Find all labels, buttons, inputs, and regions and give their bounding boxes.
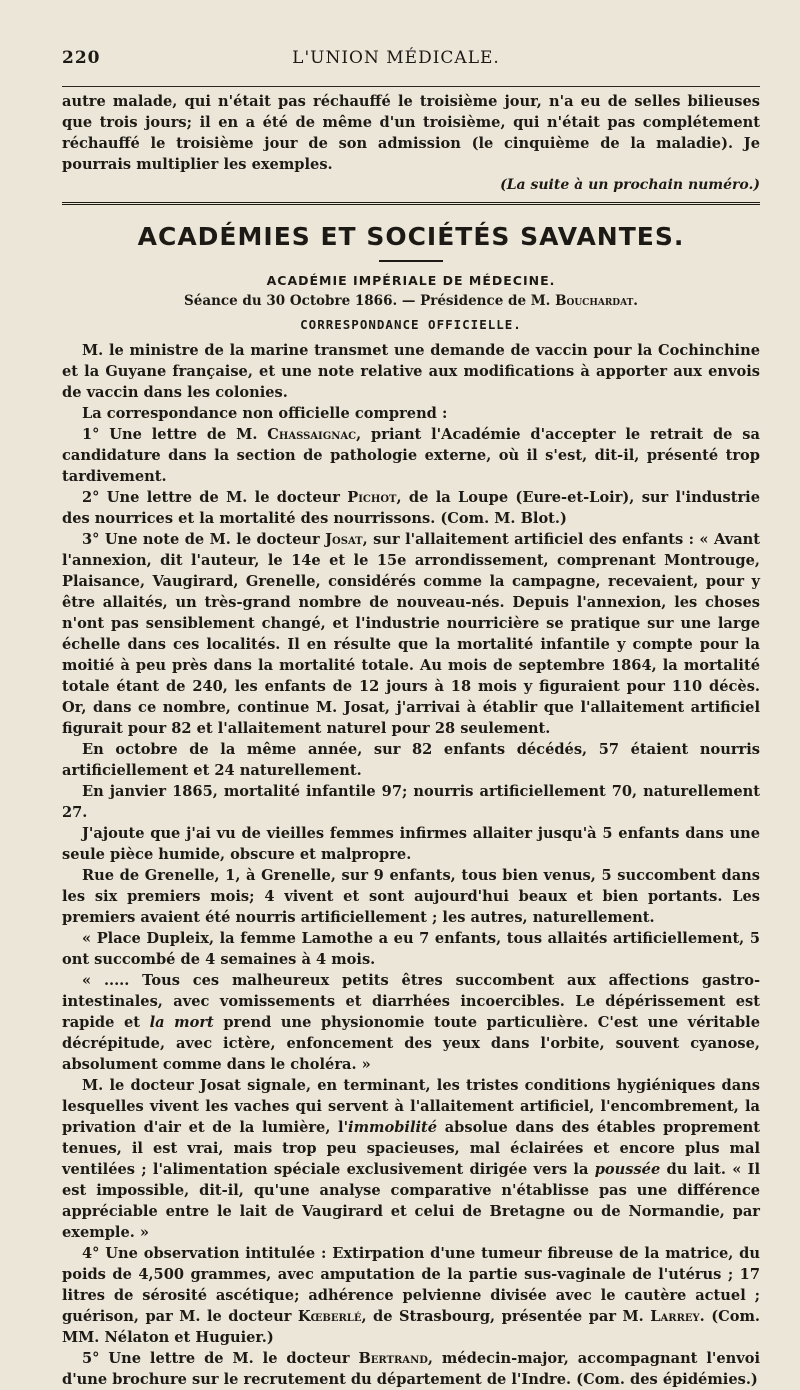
text: , priant l'Académie d'accepter le retrait de sa candidature dans la section de pathologie externe, où il s'est, dit-il, présenté trop tardivement. (62, 426, 760, 485)
author-name: Chassaignac (267, 426, 357, 443)
text: , de Strasbourg, présentée par M. (361, 1308, 651, 1325)
title-rule (379, 260, 443, 262)
author-name: Josat (325, 531, 363, 548)
page-header (62, 48, 760, 74)
text: 5° Une lettre de M. le docteur (82, 1350, 359, 1367)
paragraph-item-2 (62, 487, 760, 529)
paragraph-hygiene (62, 1075, 760, 1243)
paragraph-ministre: M. le ministre de la marine transmet une demande de vaccin pour la Cochinchine et la Guyane française, et une note relative aux modifications à apporter aux envois de vaccin dans les colonies. (62, 342, 760, 401)
paragraph-affections (62, 970, 760, 1075)
text: , de la Loupe (Eure-et-Loir), sur l'industrie des nourrices et la mortalité des nourrissons. (Com. M. Blot.) (62, 489, 760, 527)
paragraph-item-3 (62, 529, 760, 739)
paragraph-femmes: J'ajoute que j'ai vu de vieilles femmes infirmes allaiter jusqu'à 5 enfants dans une seule pièce humide, obscure et malpropre. (62, 825, 760, 863)
section-divider (62, 202, 760, 208)
academy-report (62, 340, 760, 1390)
continuation-note: (La suite à un prochain numéro.) (500, 177, 760, 193)
text: , sur l'allaitement artificiel des enfants : « Avant l'annexion, dit l'auteur, le 14e et le 15e arrondissement, comprenant Montrouge, Plaisance, Vaugirard, Grenelle, considérés comme la campagne, recevaient, pour y être allaités, un très-grand nombre de nouveau-nés. Depuis l'annexion, les choses n'ont pas sensiblement changé, et l'industrie nourricière se pratique sur une large échelle dans ces localités. Il en résulte que la mortalité infantile y compte pour la moitié à peu près dans la mortalité totale. Au mois de septembre 1864, la mortalité totale étant de 240, les enfants de 12 jours à 18 mois y figuraient pour 110 décès. Or, dans ce nombre, continue M. Josat, j'arrivai à établir que l'allaitement artificiel figurait pour 82 et l'allaitement naturel pour 28 seulement. (62, 531, 760, 737)
page-number: 220 (62, 48, 101, 68)
text: M. le docteur Josat signale, en terminant, les tristes conditions hygiéniques dans lesquelles vivent les vaches qui servent à l'allaitement artificiel, l'encombrement, la privation d'air et de la lumière, l' (62, 1077, 760, 1136)
italic-text: poussée (594, 1161, 661, 1178)
running-title: L'UNION MÉDICALE. (292, 48, 500, 68)
text: 4° Une observation intitulée : Extirpation d'une tumeur fibreuse de la matrice, du poids de 4,500 grammes, avec amputation de la partie sus-vaginale de l'utérus ; 17 litres de sérosité ascétique; adhérence pelvienne divisée avec le cautère actuel ; guérison, par M. le docteur (62, 1245, 760, 1325)
author-name: Bertrand (358, 1350, 428, 1367)
correspondence-heading: CORRESPONDANCE OFFICIELLE. (300, 317, 522, 332)
intro-paragraph: autre malade, qui n'était pas réchauffé le troisième jour, n'a eu de selles bilieuses que trois jours; il en a été de même d'un troisième, qui n'était pas complétement réchauffé le troisième jour de son admission (le cinquième de la maladie). Je pourrais multiplier les exemples. (62, 93, 760, 173)
paragraph-grenelle: Rue de Grenelle, 1, à Grenelle, sur 9 enfants, tous bien venus, 5 succombent dans les six premiers mois; 4 vivent et sont aujourd'hui beaux et bien portants. Les premiers avaient été nourris artificiellement ; les autres, naturellement. (62, 867, 760, 926)
academy-subtitle: ACADÉMIE IMPÉRIALE DE MÉDECINE. (266, 273, 556, 288)
text: , médecin-major, accompagnant l'envoi d'une brochure sur le recrutement du département de l'Indre. (Com. des épidémies.) (62, 1350, 760, 1388)
paragraph-octobre: En octobre de la même année, sur 82 enfants décédés, 57 étaient nourris artificiellement et 24 naturellement. (62, 741, 760, 779)
author-name: Larrey (650, 1308, 700, 1325)
seance-line (62, 290, 760, 312)
president-name: Bouchardat. (555, 293, 638, 309)
text: du lait. « Il est impossible, dit-il, qu'une analyse comparative n'établisse pas une différence appréciable entre le lait de Vaugirard et celui de Bretagne ou de Normandie, par exemple. » (62, 1161, 761, 1241)
author-name: Kœberlé (297, 1308, 362, 1325)
text: absolue dans des étables proprement tenues, il est vrai, mais trop peu spacieuses, mal éclairées et encore plus mal ventilées ; l'alimentation spéciale exclusivement dirigée vers la (62, 1119, 760, 1178)
paragraph-item-1 (62, 424, 760, 487)
text: . (Com. MM. Nélaton et Huguier.) (62, 1308, 760, 1346)
seance-text: Séance du 30 Octobre 1866. — Présidence de M. (183, 293, 556, 309)
header-rule (62, 86, 760, 87)
paragraph-item-5 (62, 1348, 760, 1390)
paragraph-correspondance: La correspondance non officielle comprend : (82, 405, 448, 422)
paragraph-dupleix: « Place Dupleix, la femme Lamothe a eu 7 enfants, tous allaités artificiellement, 5 ont succombé de 4 semaines à 4 mois. (62, 930, 760, 968)
article-body (62, 91, 760, 195)
text: 1° Une lettre de M. (82, 426, 268, 443)
text: prend une physionomie toute particulière. C'est une véritable décrépitude, avec ictère, enfoncement des yeux dans l'orbite, souvent cyanose, absolument comme dans le choléra. » (62, 1014, 760, 1073)
text: 2° Une lettre de M. le docteur (82, 489, 348, 506)
italic-text: immobilité (348, 1119, 438, 1136)
section-title: ACADÉMIES ET SOCIÉTÉS SAVANTES. (137, 222, 685, 251)
paragraph-janvier: En janvier 1865, mortalité infantile 97; nourris artificiellement 70, naturellement 27. (62, 783, 760, 821)
text: 3° Une note de M. le docteur (82, 531, 326, 548)
text: « ..... Tous ces malheureux petits êtres succombent aux affections gastro-intestinales, avec vomissements et diarrhées incoercibles. Le dépérissement est rapide et (62, 972, 760, 1031)
italic-text: la mort (149, 1014, 214, 1031)
author-name: Pichot (347, 489, 397, 506)
paragraph-item-4 (62, 1243, 760, 1348)
